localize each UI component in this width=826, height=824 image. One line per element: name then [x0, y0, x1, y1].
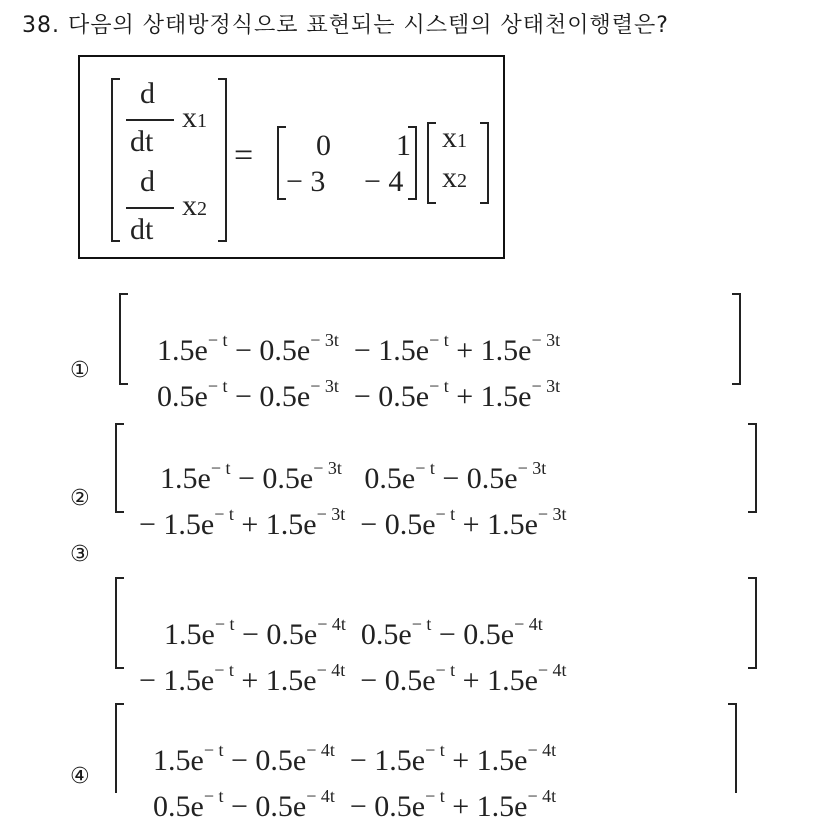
left-bracket-close [216, 79, 228, 241]
option-3-row-2: − $1.5e^{- t} + 1.5e^{- 4t} - 0.5e^{- t} + 1.5e^{- 4t}$ [139, 660, 567, 697]
vector-bracket-close [478, 123, 490, 203]
question-text: 다음의 상태방정식으로 표현되는 시스템의 상태천이행렬은? [68, 13, 669, 38]
vector-x1 [442, 121, 467, 155]
option-1-marker[interactable]: ① [70, 358, 90, 383]
option-1-row-2: $0.5e^{- t} - 0.5e^{- 3t} - 0.5e^{- t} + 1.5e^{- 3t}$ [157, 376, 561, 413]
option-3-row-1: $1.5e^{- t} - 0.5e^{- 4t}$ $0.5e^{- t} - 0.5e^{- 4t}$ [149, 614, 543, 651]
option-3-bracket-close [746, 578, 758, 668]
option-3-marker[interactable]: ③ [70, 542, 90, 567]
question-number: 38. [22, 13, 60, 38]
deriv-2-denominator: dt [130, 213, 154, 246]
option-2-bracket-close [746, 424, 758, 512]
option-4-bracket-close [726, 704, 738, 793]
state-equation-box [78, 55, 505, 259]
vector-x2-subscript: 2 [457, 170, 467, 192]
x2-subscript: 2 [197, 198, 207, 220]
question-title [22, 8, 669, 39]
deriv-1-fraction-line [126, 119, 174, 122]
deriv-1-numerator: d [140, 77, 155, 110]
option-4-marker[interactable]: ④ [70, 764, 90, 789]
option-4-row-1: $1.5e^{- t} - 0.5e^{- 4t} - 1.5e^{- t} + 1.5e^{- 4t}$ [153, 740, 557, 777]
equals-sign: = [234, 137, 254, 174]
vector-bracket-open [426, 123, 438, 203]
option-2-row-2: − $1.5e^{- t} + 1.5e^{- 3t} - 0.5e^{- t} + 1.5e^{- 3t}$ [139, 504, 567, 541]
matrix-a12: 1 [396, 129, 411, 162]
left-bracket-open [110, 79, 122, 241]
option-4-bracket-open [114, 704, 126, 793]
deriv-2-state [182, 189, 207, 223]
deriv-2-fraction-line [126, 207, 174, 210]
option-1-bracket-close [730, 294, 742, 384]
x2-letter: x [182, 189, 197, 222]
deriv-1-state [182, 101, 207, 135]
vector-x2 [442, 161, 467, 195]
deriv-1-denominator: dt [130, 125, 154, 158]
deriv-2-numerator: d [140, 165, 155, 198]
vector-x1-letter: x [442, 121, 457, 154]
option-2-marker[interactable]: ② [70, 486, 90, 511]
vector-x2-letter: x [442, 161, 457, 194]
matrix-a11: 0 [316, 129, 331, 162]
matrix-a22: − 4 [364, 165, 404, 198]
option-1-row-1: $1.5e^{- t} - 0.5e^{- 3t} - 1.5e^{- t} + 1.5e^{- 3t}$ [157, 330, 561, 367]
x1-letter: x [182, 101, 197, 134]
vector-x1-subscript: 1 [457, 130, 467, 152]
option-4-row-2: $0.5e^{- t} - 0.5e^{- 4t} - 0.5e^{- t} + 1.5e^{- 4t}$ [153, 786, 557, 823]
x1-subscript: 1 [197, 110, 207, 132]
option-2-row-1: $1.5e^{- t} - 0.5e^{- 3t}$ $0.5e^{- t} - 0.5e^{- 3t}$ [145, 458, 547, 495]
matrix-a21: − 3 [286, 165, 326, 198]
option-1-bracket-open [118, 294, 130, 384]
matrix-bracket-close [406, 127, 418, 199]
